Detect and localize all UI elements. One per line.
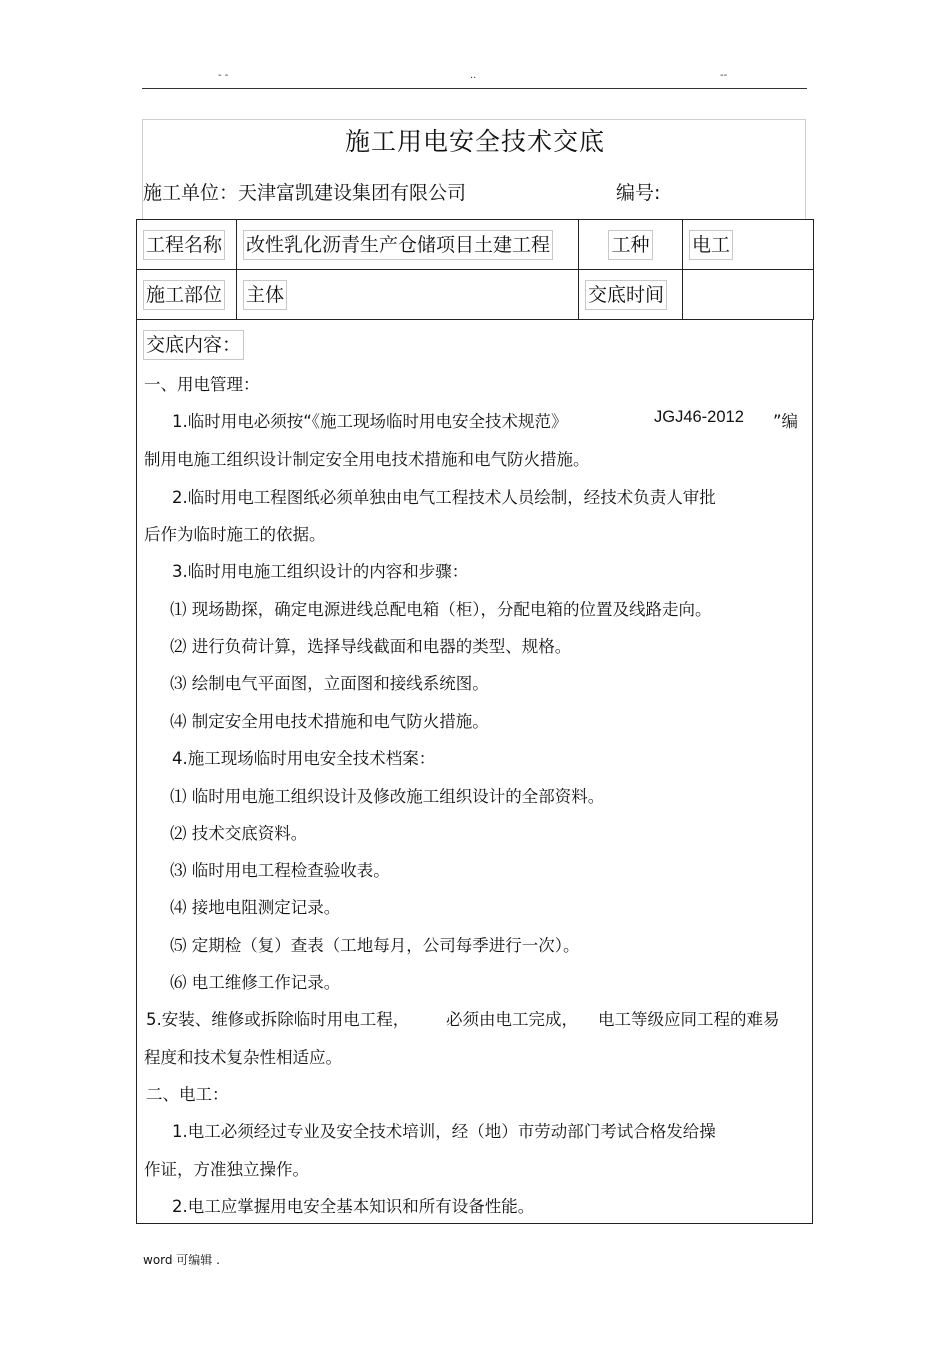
disclosure-content <box>136 320 813 1224</box>
content-line: 制用电施工组织设计制定安全用电技术措施和电气防火措施。 <box>144 450 590 469</box>
project-name-value-cell <box>237 220 579 270</box>
list-item: ⑵ 技术交底资料。 <box>170 824 308 843</box>
section-value-cell <box>237 270 579 320</box>
content-line: 2.临时用电工程图纸必须单独由电气工程技术人员绘制，经技术负责人审批 <box>172 488 716 507</box>
content-line: 程度和技术复杂性相适应。 <box>144 1048 342 1067</box>
standard-code: JGJ46-2012 <box>654 408 744 426</box>
project-name-value: 改性乳化沥青生产仓储项目土建工程 <box>243 230 553 260</box>
section-label-cell <box>137 270 237 320</box>
list-item: ⑸ 定期检（复）查表（工地每月，公司每季进行一次）。 <box>170 936 580 955</box>
project-name-label-cell <box>137 220 237 270</box>
content-line: 1.临时用电必须按“《施工现场临时用电安全技术规范》 <box>172 412 568 431</box>
header-mark-left: - - <box>218 70 229 81</box>
section-label: 施工部位 <box>143 280 225 310</box>
project-name-label: 工程名称 <box>143 230 225 260</box>
trade-value: 电工 <box>689 230 733 260</box>
content-line: 3.临时用电施工组织设计的内容和步骤： <box>172 562 469 581</box>
list-item: ⑹ 电工维修工作记录。 <box>170 973 341 992</box>
list-item: ⑶ 临时用电工程检查验收表。 <box>170 861 390 880</box>
content-line: 后作为临时施工的依据。 <box>144 525 326 544</box>
content-line: 2.电工应掌握用电安全基本知识和所有设备性能。 <box>172 1197 535 1216</box>
header-rule <box>142 88 807 89</box>
trade-value-cell <box>683 220 814 270</box>
list-item: ⑷ 制定安全用电技术措施和电气防火措施。 <box>170 712 489 731</box>
time-value-cell <box>683 270 814 320</box>
content-heading-text: 交底内容： <box>143 330 244 360</box>
footer-note: word 可编辑 . <box>143 1253 220 1267</box>
trade-label: 工种 <box>608 230 652 260</box>
content-line: 电工等级应同工程的难易 <box>598 1010 780 1029</box>
list-item: ⑵ 进行负荷计算，选择导线截面和电器的类型、规格。 <box>170 637 572 656</box>
time-label: 交底时间 <box>585 280 667 310</box>
content-line: 作证，方准独立操作。 <box>144 1160 309 1179</box>
list-item: ⑴ 现场勘探，确定电源进线总配电箱（柜），分配电箱的位置及线路走向。 <box>170 600 712 619</box>
info-table <box>136 219 814 320</box>
section-heading: 一、用电管理： <box>144 375 260 394</box>
content-line: 1.电工必须经过专业及安全技术培训，经（地）市劳动部门考试合格发给操 <box>172 1122 716 1141</box>
table-row <box>137 220 814 270</box>
trade-label-cell <box>579 220 683 270</box>
serial-number-label: 编号: <box>616 182 661 204</box>
section-heading: 二、电工： <box>146 1085 229 1104</box>
content-line: 4.施工现场临时用电安全技术档案： <box>172 749 436 768</box>
header-mark-center: .. <box>470 70 477 81</box>
content-line: ”编 <box>773 412 799 431</box>
table-row <box>137 270 814 320</box>
header-mark-right: -- <box>720 70 728 81</box>
document-title: 施工用电安全技术交底 <box>344 127 605 156</box>
content-line: 必须由电工完成， <box>446 1010 578 1029</box>
section-value: 主体 <box>243 280 287 310</box>
time-label-cell <box>579 270 683 320</box>
content-line: 5.安装、维修或拆除临时用电工程， <box>146 1010 410 1029</box>
list-item: ⑴ 临时用电施工组织设计及修改施工组织设计的全部资料。 <box>170 787 605 806</box>
list-item: ⑶ 绘制电气平面图，立面图和接线系统图。 <box>170 674 489 693</box>
content-heading <box>143 330 244 360</box>
list-item: ⑷ 接地电阻测定记录。 <box>170 898 341 917</box>
construction-unit: 施工单位：天津富凯建设集团有限公司 <box>143 182 467 204</box>
